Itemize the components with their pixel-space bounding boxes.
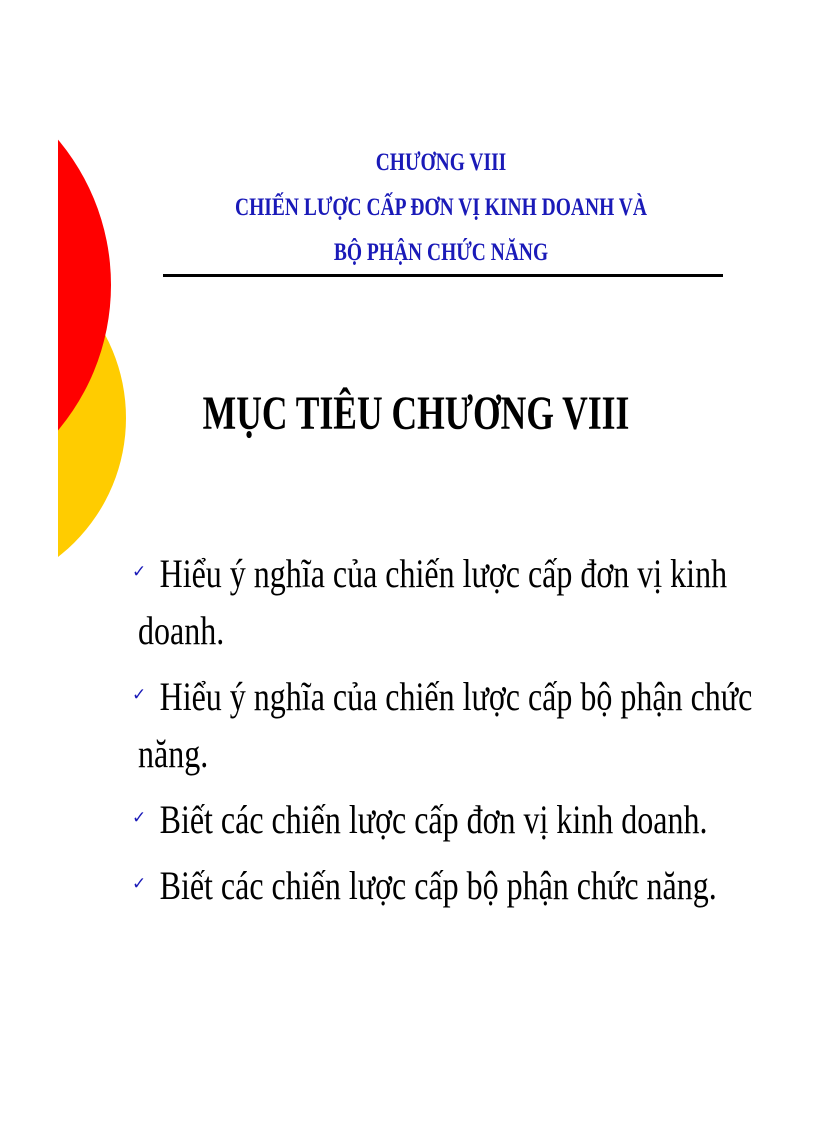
checkmark-icon: ✓ (132, 874, 147, 894)
objective-text-line: năng. (138, 731, 209, 776)
chapter-title-line-2: BỘ PHẬN CHỨC NĂNG (333, 239, 549, 266)
checkmark-icon: ✓ (132, 808, 147, 828)
objective-item (132, 545, 816, 659)
objectives-title: MỤC TIÊU CHƯƠNG VIII (202, 387, 630, 440)
objective-text-line: Biết các chiến lược cấp bộ phận chức năng. (159, 863, 717, 908)
checkmark-icon: ✓ (132, 562, 147, 582)
chapter-title-line-1: CHIẾN LƯỢC CẤP ĐƠN VỊ KINH DOANH VÀ (235, 194, 647, 221)
checkmark-icon: ✓ (132, 685, 147, 705)
objective-text (138, 857, 717, 914)
objective-text (138, 668, 753, 782)
chapter-number: CHƯƠNG VIII (375, 149, 507, 176)
objective-text-line: Hiểu ý nghĩa của chiến lược cấp bộ phận chức (159, 674, 753, 719)
objective-item (132, 791, 816, 848)
objective-text-line: doanh. (138, 608, 225, 653)
objective-text-line: Hiểu ý nghĩa của chiến lược cấp đơn vị kinh (159, 551, 728, 596)
objective-item (132, 668, 816, 782)
objective-text-line: Biết các chiến lược cấp đơn vị kinh doanh. (159, 797, 708, 842)
objective-text (138, 791, 708, 848)
objective-text (138, 545, 728, 659)
objective-item (132, 857, 816, 914)
chapter-header (222, 140, 660, 275)
objectives-list (132, 545, 816, 923)
header-divider (163, 274, 723, 277)
